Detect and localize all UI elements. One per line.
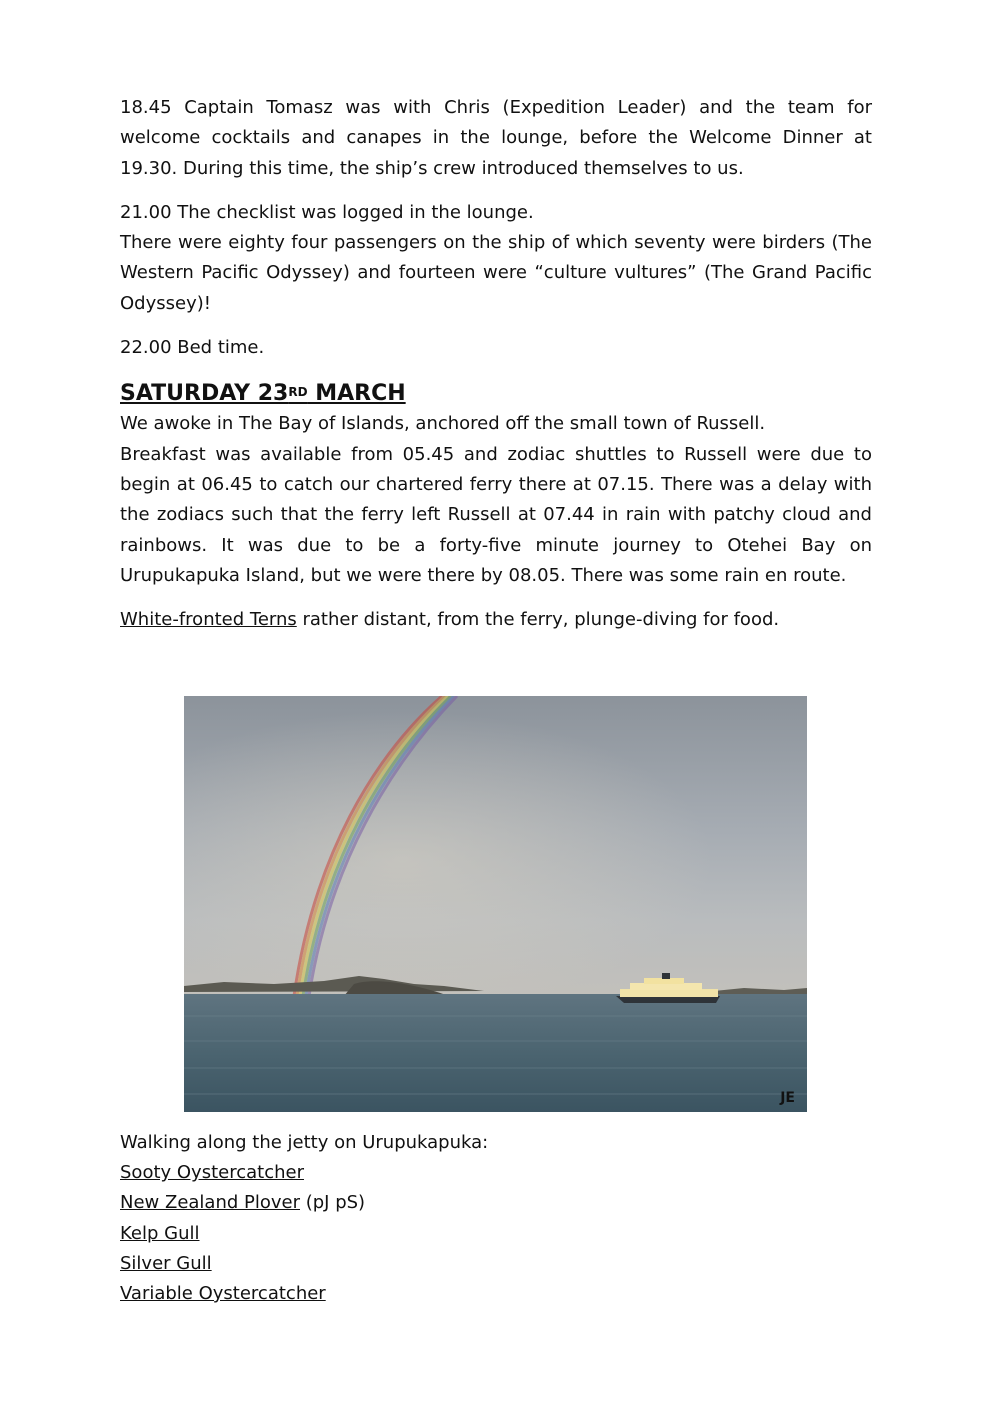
paragraph-bay-of-islands [120, 409, 872, 591]
bird-list-item [120, 1279, 872, 1309]
bird-list-item [120, 1158, 872, 1188]
terns-note: rather distant, from the ferry, plunge-diving for food. [296, 609, 780, 631]
bird-list-item [120, 1249, 872, 1279]
bird-list-item [120, 1219, 872, 1249]
rainbow-photo-illustration [184, 696, 807, 1112]
species-white-fronted-terns: White-fronted Terns [120, 609, 297, 631]
bird-list-item [120, 1188, 872, 1218]
paragraph-checklist [120, 198, 872, 319]
jetty-intro: Walking along the jetty on Urupukapuka: [120, 1132, 489, 1153]
heading-main: SATURDAY 23 [120, 381, 289, 407]
checklist-line: 21.00 The checklist was logged in the lounge. [120, 201, 534, 223]
breakfast-ferry-text: Breakfast was available from 05.45 and zodiac shuttles to Russell were due to begin at 06.45 to catch our chartered ferry there at 07.15. There was a delay with the zodiacs such that the ferry left Russell at 07.44 in rain with patchy cloud and rainbows. It was due to be a forty-five minute journey to Otehei Bay on Urupukapuka Island, but we were there by 08.05. There was some rain en route. [120, 443, 872, 586]
photo-credit: JE [780, 1090, 795, 1106]
jetty-bird-list [120, 1128, 872, 1309]
section-heading-saturday [120, 379, 872, 409]
heading-tail: MARCH [307, 381, 406, 407]
species-note: (pJ pS) [300, 1192, 366, 1214]
heading-superscript: RD [288, 385, 308, 400]
species-name: Sooty Oystercatcher [120, 1162, 304, 1184]
species-name: Kelp Gull [120, 1222, 200, 1244]
passengers-line: There were eighty four passengers on the ship of which seventy were birders (The Western Pacific Odyssey) and fourteen were “culture vultures” (The Grand Pacific Odyssey)! [120, 232, 872, 314]
paragraph-welcome-cocktails: 18.45 Captain Tomasz was with Chris (Expedition Leader) and the team for welcome cocktails and canapes in the lounge, before the Welcome Dinner at 19.30. During this time, the ship’s crew introduced themselves to us. [120, 97, 872, 179]
species-name: Variable Oystercatcher [120, 1283, 326, 1305]
species-name: Silver Gull [120, 1252, 212, 1274]
awoke-line: We awoke in The Bay of Islands, anchored off the small town of Russell. [120, 413, 766, 435]
rainbow-ship-photo [184, 696, 807, 1112]
report-body [120, 93, 872, 635]
paragraph-bed-time: 22.00 Bed time. [120, 337, 265, 359]
species-name: New Zealand Plover [120, 1192, 300, 1214]
paragraph-terns [120, 605, 872, 635]
